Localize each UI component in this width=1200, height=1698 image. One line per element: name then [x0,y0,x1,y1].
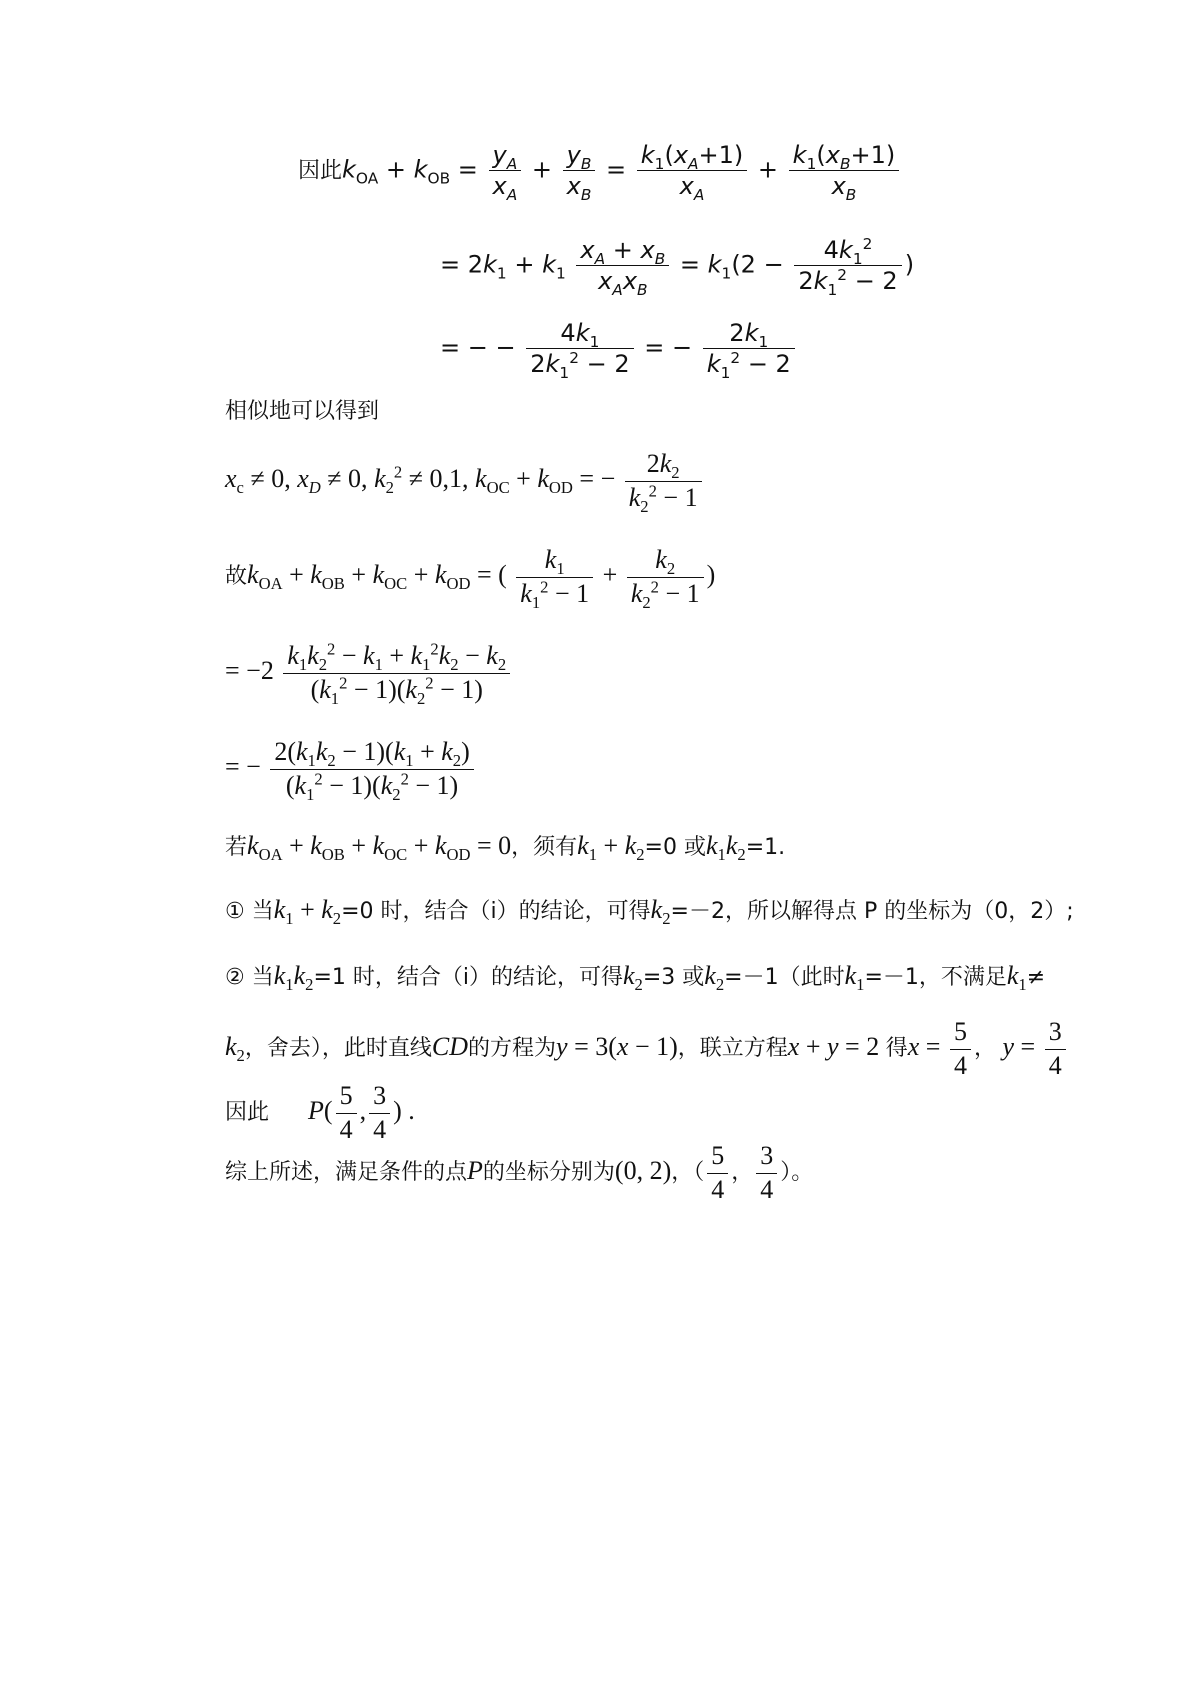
therefore-P-line: 因此 P( $\frac{5}{4}$ , $\frac{3}{4}$ ) . [225,1081,415,1144]
summary-e: ）。 [780,1159,814,1185]
case1-prefix: ① 当 [225,899,274,924]
case1-mid: =0 时，结合（ⅰ）的结论，可得 [341,899,651,924]
case2-a: =3 或 [642,965,705,990]
equation-kOA-plus-kOB-line3: = − − $\frac{4k_1}{2k_1^2 - 2}$ = − $\frac{2k_1}{k_1^2 - 2}$ [440,318,798,379]
case2-prefix: ② 当 [225,965,274,990]
equation-sum-four-slopes: 故$k_{OA} + k_{OB} + k_{OC} + k_{OD}$ = ( $\frac{k_1}{k_1^2 - 1}$ + $\frac{k_2}{k_2^2 - 1}$ ) [225,545,716,612]
gu-label: 故 [225,563,248,589]
case-1-line: ① 当$k_1 + k_2=0$ 时，结合（ⅰ）的结论，可得$k_2=-2$，所以解得点 P 的坐标为（0，2）; [225,895,1074,929]
similarly-text: 相似地可以得到 [225,399,380,424]
summary-a: 综上所述，满足条件的点 [225,1159,468,1185]
equation-sum-step3: = − $\frac{2(k_1k_2 - 1)(k_1 + k_2)}{(k_1^2 - 1)(k_2^2 - 1)}$ [225,736,477,802]
condition-line: 若$k_{OA} + k_{OB} + k_{OC} + k_{OD} = 0$，须有$k_1 + k_2=0$ 或$k_1k_2=1$. [225,831,786,865]
case2-d: ≠ [1026,965,1046,990]
case2-mid: =1 时，结合（ⅰ）的结论，可得 [313,965,623,990]
yinci2-label: 因此 [225,1099,270,1125]
ruo-tail-1: ，须有 [511,835,578,860]
case1-tail: =－2，所以解得点 P 的坐标为（0，2）; [670,899,1074,924]
summary-line: 综上所述，满足条件的点P的坐标分别为(0, 2)，（ $\frac{5}{4}$ ， $\frac{3}{4}$ ）。 [225,1141,814,1204]
summary-b: 的坐标分别为 [482,1159,615,1185]
ruo-label: 若 [225,835,248,860]
case2-line2-d: 得 [885,1035,908,1061]
ruo-tail-3: =1. [745,835,786,860]
case2-c: =－1，不满足 [864,965,1007,990]
equation-kOC-plus-kOD: $x_c \ne 0$, $x_D \ne 0$, $k_2^2 \ne 0,1$, $k_{OC} + k_{OD}$ = − $\frac{2k_2}{k_2^2 - 1}$ [225,448,705,514]
equation-kOA-plus-kOB-line2: = $2k_1 + k_1$ $\frac{x_A + x_B}{x_Ax_B}$ = $k_1(2$ − $\frac{4k_1^2}{2k_1^2 - 2}$ ) [440,235,915,299]
case2-line2-c: ，联立方程 [677,1035,788,1061]
ruo-tail-2: =0 或 [644,835,706,860]
case2-b: =－1（此时 [724,965,845,990]
equation-kOA-plus-kOB-line1: 因此$k_{OA} + k_{OB}$ = $\frac{y_A}{x_A}$ + $\frac{y_B}{x_B}$ = $\frac{k_1(x_A+1)}{x_A}$ + $\frac{k_1(x_B+1)}{x_B}$ [298,140,902,201]
equation-sum-step2: = −2 $\frac{k_1k_2^2 - k_1 + k_1^2k_2 - k_2}{(k_1^2 - 1)(k_2^2 - 1)}$ [225,640,513,706]
yinci-label: 因此 [298,158,343,184]
summary-c: ，（ [671,1159,705,1185]
case2-line2-b: 的方程为 [468,1035,557,1061]
case2-line2-a: ，舍去），此时直线 [244,1035,432,1061]
summary-d: ， [731,1159,754,1185]
case-2-line-2: $k_2$，舍去），此时直线CD的方程为y = 3(x − 1)，联立方程x + y = 2 得x = $\frac{5}{4}$ ， y = $\frac{3}{4}$ [225,1016,1069,1082]
case-2-line: ② 当$k_1k_2=1$ 时，结合（ⅰ）的结论，可得$k_2=3$ 或$k_2=-1$（此时$k_1=-1$，不满足$k_1\ne$ [225,961,1046,995]
